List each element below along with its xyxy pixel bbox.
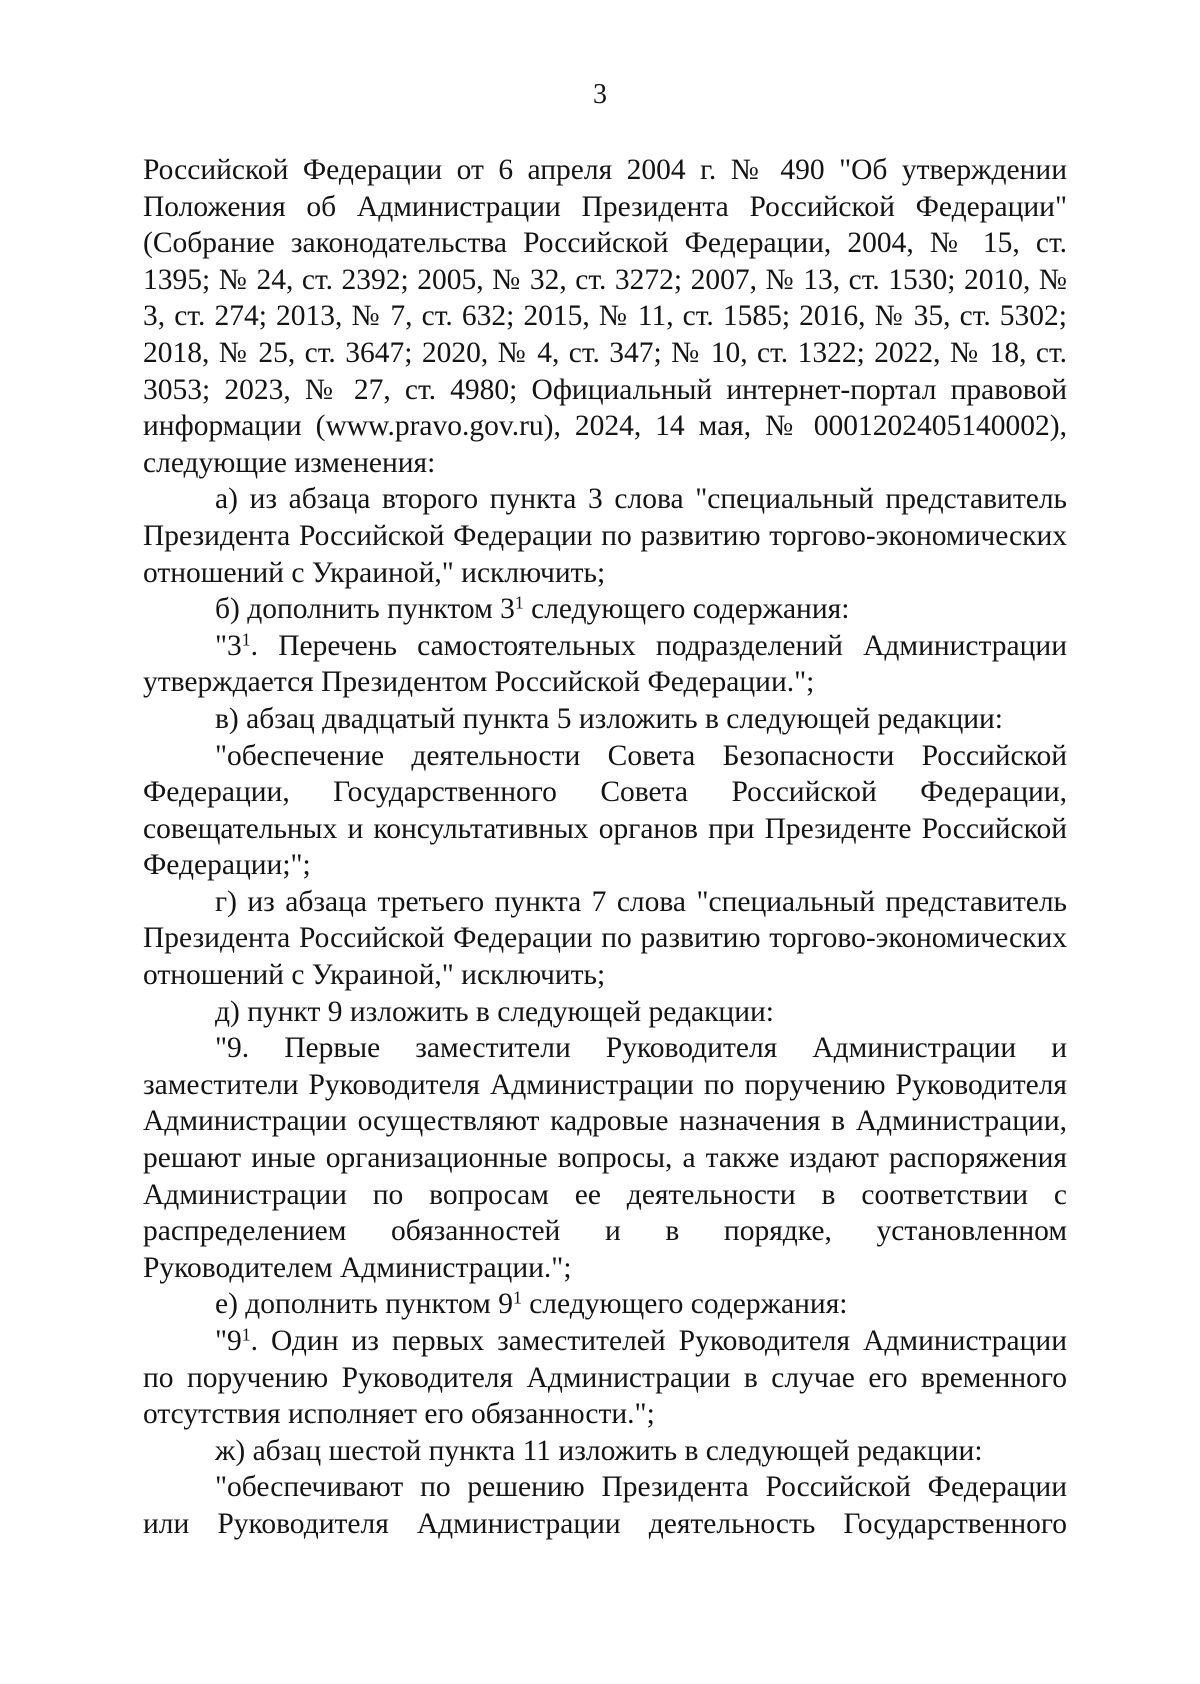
paragraph-text: г) из абзаца третьего пункта 7 слова "специальный представитель Президента Российской Федерации по развитию торгово-экономических отношений с Украиной," исключить; [143,885,1067,992]
paragraph [143,628,1067,701]
paragraph-text: "обеспечивают по решению Президента Российской Федерации или Руководителя Администрации деятельность Государственного [143,1471,1067,1540]
paragraph-text: Российской Федерации от 6 апреля 2004 г. № 490 "Об утверждении Положения об Администрации Президента Российской Федерации" (Собрание законодательства Российской Федерации, 2004, № 15, ст. 1395; № 24, ст. 2392; 2005, № 32, ст. 3272; 2007, № 13, ст. 1530; 2010, № 3, ст. 274; 2013, № 7, ст. 632; 2015, № 11, ст. 1585; 2016, № 35, ст. 5302; 2018, № 25, ст. 3647; 2020, № 4, ст. 347; № 10, ст. 1322; 2022, № 18, ст. 3053; 2023, № 27, ст. 4980; Официальный интернет-портал правовой информации (www.pravo.gov.ru), 2024, 14 мая, № 0001202405140002), следующие изменения: [143,154,1067,479]
paragraph [143,994,1067,1031]
paragraph-text: . Перечень самостоятельных подразделений Администрации утверждается Президентом Российской Федерации."; [143,629,1067,699]
paragraph [143,1433,1067,1470]
paragraph-text: а) из абзаца второго пункта 3 слова "специальный представитель Президента Российской Федерации по развитию торгово-экономических отношений с Украиной," исключить; [143,483,1067,589]
paragraph [143,738,1067,884]
paragraph-text: "9 [215,1325,242,1357]
paragraph-text: в) абзац двадцатый пункта 5 изложить в следующей редакции: [215,702,1004,735]
paragraph-text: "обеспечение деятельности Совета Безопасности Российской Федерации, Государственного Совета Российской Федерации, совещательных и консультативных органов при Президенте Российской Федерации;"; [143,739,1067,882]
paragraph-text: следующего содержания: [523,593,850,626]
paragraph [143,1286,1067,1323]
document-body [143,152,1067,1543]
paragraph [143,481,1067,591]
superscript: 1 [512,1287,522,1308]
page-number: 3 [593,79,607,110]
paragraph-text: "9. Первые заместители Руководителя Администрации и заместители Руководителя Администрации по поручению Руководителя Администрации осуществляют кадровые назначения в Администрации, решают иные организационные вопросы, а также издают распоряжения Администрации по вопросам ее деятельности в соответствии с распределением обязанностей и в порядке, установленном Руководителем Администрации."; [143,1032,1067,1284]
superscript: 1 [241,628,251,649]
paragraph [143,1030,1067,1286]
paragraph [143,591,1067,628]
paragraph-text: . Один из первых заместителей Руководителя Администрации по поручению Руководителя Администрации в случае его временного отсутствия исполняет его обязанности."; [143,1325,1067,1431]
paragraph-text: е) дополнить пунктом 9 [215,1288,513,1321]
paragraph-text: д) пункт 9 изложить в следующей редакции: [215,995,774,1028]
superscript: 1 [241,1324,251,1345]
paragraph-text: следующего содержания: [521,1288,848,1321]
paragraph [143,1469,1067,1542]
paragraph [143,152,1067,481]
paragraph-text: б) дополнить пунктом 3 [215,593,515,626]
paragraph [143,884,1067,994]
paragraph-text: ж) абзац шестой пункта 11 изложить в следующей редакции: [215,1434,983,1467]
paragraph-text: "3 [215,629,242,662]
superscript: 1 [514,592,524,613]
paragraph [143,1323,1067,1433]
paragraph [143,701,1067,738]
